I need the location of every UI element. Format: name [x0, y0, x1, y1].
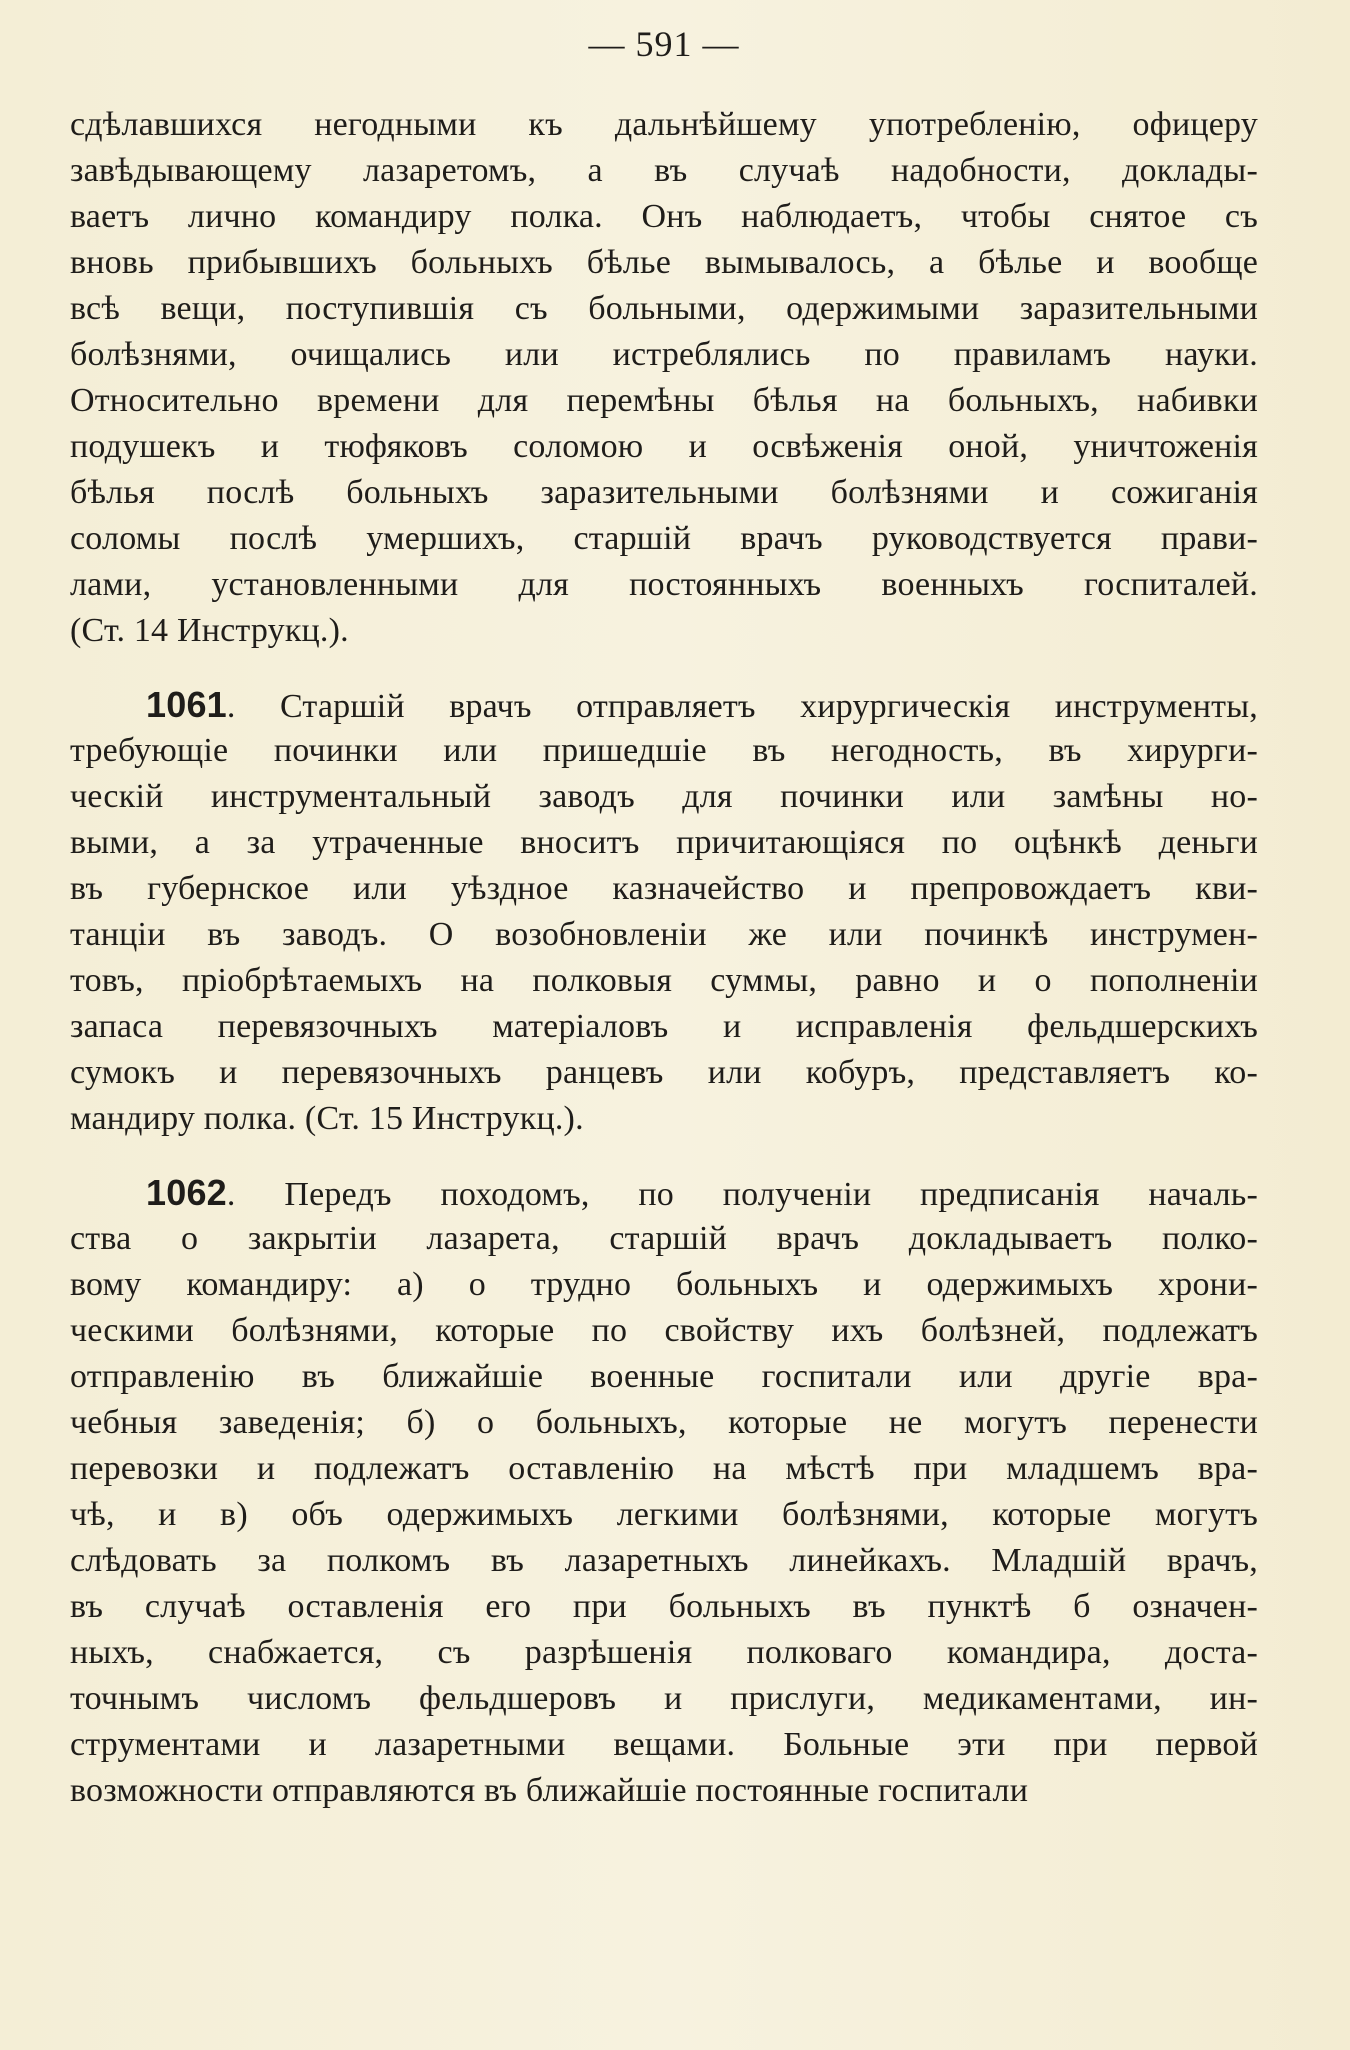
text-line: [70, 470, 1258, 516]
line-text: запаса перевязочныхъ матеріаловъ и исправленія фельдшерскихъ: [70, 1008, 1258, 1045]
line-text: завѣдывающему лазаретомъ, а въ случаѣ надобности, доклады-: [70, 152, 1258, 189]
text-line: [70, 194, 1258, 240]
text-line: [70, 1262, 1258, 1308]
line-text: ваетъ лично командиру полка. Онъ наблюдаетъ, чтобы снятое съ: [70, 198, 1258, 235]
line-text: соломы послѣ умершихъ, старшій врачъ руководствуется прави-: [70, 520, 1258, 557]
text-line: [70, 820, 1258, 866]
line-text: ства о закрытіи лазарета, старшій врачъ докладываетъ полко-: [70, 1220, 1258, 1257]
line-text: . Старшій врачъ отправляетъ хирургическія инструменты,: [226, 688, 1258, 725]
line-text: въ губернское или уѣздное казначейство и препровождаетъ кви-: [70, 870, 1258, 907]
text-line: [70, 378, 1258, 424]
text-line: [70, 1676, 1258, 1722]
line-text: подушекъ и тюфяковъ соломою и освѣженія оной, уничтоженія: [70, 428, 1258, 465]
line-text: чѣ, и в) объ одержимыхъ легкими болѣзнями, которые могутъ: [70, 1496, 1258, 1533]
text-line: [70, 1584, 1258, 1630]
paragraph: [70, 102, 1258, 654]
text-line: [70, 1400, 1258, 1446]
line-text: товъ, пріобрѣтаемыхъ на полковыя суммы, равно и о пополненіи: [70, 962, 1258, 999]
text-line: [70, 682, 1258, 728]
line-text: мандиру полка. (Ст. 15 Инструкц.).: [70, 1100, 584, 1137]
article-number: 1061: [146, 684, 227, 725]
line-text: болѣзнями, очищались или истреблялись по правиламъ науки.: [70, 336, 1258, 373]
text-line: [70, 1216, 1258, 1262]
line-text: вому командиру: а) о трудно больныхъ и одержимыхъ хрони-: [70, 1266, 1258, 1303]
article-number: 1062: [146, 1172, 227, 1213]
paragraph: [70, 1170, 1258, 1814]
text-line: [70, 240, 1258, 286]
paragraph: [70, 682, 1258, 1142]
line-text: . Передъ походомъ, по полученіи предписанія началь-: [226, 1176, 1258, 1213]
text-line: [70, 1446, 1258, 1492]
line-text: отправленію въ ближайшіе военные госпитали или другіе вра-: [70, 1358, 1258, 1395]
line-text: (Ст. 14 Инструкц.).: [70, 612, 349, 649]
text-line: [70, 102, 1258, 148]
line-text: перевозки и подлежатъ оставленію на мѣстѣ при младшемъ вра-: [70, 1450, 1258, 1487]
text-line: [70, 866, 1258, 912]
line-text: сумокъ и перевязочныхъ ранцевъ или кобуръ, представляетъ ко-: [70, 1054, 1258, 1091]
text-line: [70, 1050, 1258, 1096]
page-number: — 591 —: [588, 24, 740, 64]
line-text: точнымъ числомъ фельдшеровъ и прислуги, медикаментами, ин-: [70, 1680, 1258, 1717]
text-body: [70, 102, 1258, 1814]
line-text: танціи въ заводъ. О возобновленіи же или починкѣ инструмен-: [70, 916, 1258, 953]
line-text: ческій инструментальный заводъ для починки или замѣны но-: [70, 778, 1258, 815]
line-text: сдѣлавшихся негодными къ дальнѣйшему употребленію, офицеру: [70, 106, 1258, 143]
text-line: [70, 774, 1258, 820]
text-line: [70, 1354, 1258, 1400]
text-line: [70, 1004, 1258, 1050]
text-line: [70, 1492, 1258, 1538]
text-line: [70, 728, 1258, 774]
line-text: струментами и лазаретными вещами. Больные эти при первой: [70, 1726, 1258, 1763]
text-line: [70, 1170, 1258, 1216]
text-line: [70, 1096, 1258, 1142]
line-text: вновь прибывшихъ больныхъ бѣлье вымывалось, а бѣлье и вообще: [70, 244, 1258, 281]
line-text: чебныя заведенія; б) о больныхъ, которые не могутъ перенести: [70, 1404, 1258, 1441]
line-text: выми, а за утраченные вноситъ причитающіяся по оцѣнкѣ деньги: [70, 824, 1258, 861]
text-line: [70, 562, 1258, 608]
line-text: слѣдовать за полкомъ въ лазаретныхъ линейкахъ. Младшій врачъ,: [70, 1542, 1258, 1579]
text-line: [70, 1308, 1258, 1354]
text-line: [70, 1538, 1258, 1584]
line-text: ческими болѣзнями, которые по свойству ихъ болѣзней, подлежатъ: [70, 1312, 1258, 1349]
line-text: Относительно времени для перемѣны бѣлья на больныхъ, набивки: [70, 382, 1258, 419]
text-line: [70, 148, 1258, 194]
line-text: всѣ вещи, поступившія съ больными, одержимыми заразительными: [70, 290, 1258, 327]
line-text: бѣлья послѣ больныхъ заразительными болѣзнями и сожиганія: [70, 474, 1258, 511]
text-line: [70, 1630, 1258, 1676]
text-line: [70, 286, 1258, 332]
line-text: лами, установленными для постоянныхъ военныхъ госпиталей.: [70, 566, 1258, 603]
text-line: [70, 958, 1258, 1004]
text-line: [70, 332, 1258, 378]
text-line: [70, 516, 1258, 562]
line-text: требующіе починки или пришедшіе въ негодность, въ хирурги-: [70, 732, 1258, 769]
text-line: [70, 608, 1258, 654]
text-line: [70, 424, 1258, 470]
text-line: [70, 1722, 1258, 1768]
line-text: въ случаѣ оставленія его при больныхъ въ пунктѣ б означен-: [70, 1588, 1258, 1625]
line-text: возможности отправляются въ ближайшіе постоянные госпитали: [70, 1772, 1029, 1809]
line-text: ныхъ, снабжается, съ разрѣшенія полковаго командира, доста-: [70, 1634, 1258, 1671]
text-line: [70, 912, 1258, 958]
text-line: [70, 1768, 1258, 1814]
